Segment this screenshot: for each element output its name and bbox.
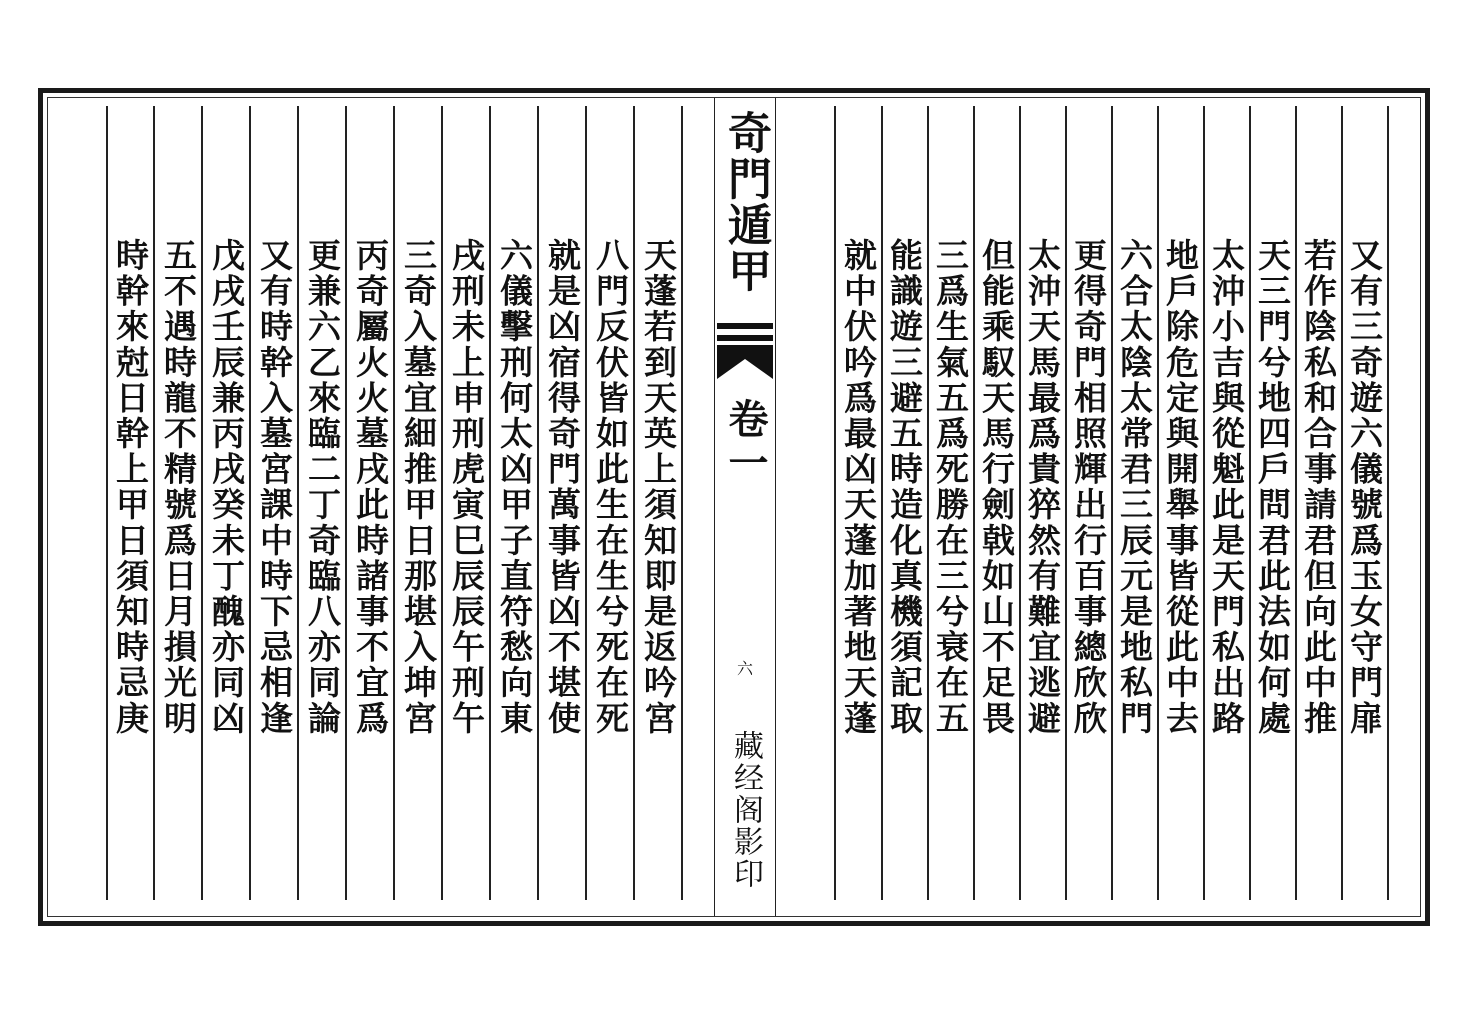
text-column	[202, 98, 250, 916]
column-text: 五不遇時龍不精號爲日月損光明	[159, 238, 198, 737]
column-text: 太沖天馬最爲貴猝然有難宜逃避	[1023, 238, 1062, 737]
text-column	[634, 98, 682, 916]
right-page	[834, 98, 1386, 916]
column-text: 就是凶宿得奇門萬事皆凶不堪使	[543, 238, 582, 737]
text-column	[1202, 98, 1250, 916]
column-text: 六儀擊刑何太凶甲子直符愁向東	[495, 238, 534, 737]
column-text: 三奇入墓宜細推甲日那堪入坤宮	[399, 238, 438, 737]
text-column	[106, 98, 154, 916]
text-column	[1294, 98, 1342, 916]
text-column	[298, 98, 346, 916]
column-text: 地戶除危定與開舉事皆從此中去	[1161, 238, 1200, 737]
text-column	[394, 98, 442, 916]
text-column	[1018, 98, 1066, 916]
column-text: 八門反伏皆如此生在生兮死在死	[591, 238, 630, 737]
text-column	[1064, 98, 1112, 916]
left-page	[106, 98, 722, 916]
column-text: 就中伏吟爲最凶天蓬加著地天蓬	[839, 238, 878, 737]
text-column	[834, 98, 882, 916]
text-column	[1340, 98, 1388, 916]
column-text: 太沖小吉與從魁此是天門私出路	[1207, 238, 1246, 737]
column-text: 戊戌壬辰兼丙戌癸未丁醜亦同凶	[207, 238, 246, 737]
page-inner-border	[47, 97, 1421, 917]
text-column	[346, 98, 394, 916]
text-column	[1110, 98, 1158, 916]
text-column	[1156, 98, 1204, 916]
publisher-mark: 藏经阁影印	[728, 730, 763, 890]
column-text: 又有時幹入墓宮課中時下忌相逢	[255, 238, 294, 737]
column-text: 更得奇門相照輝出行百事總欣欣	[1069, 238, 1108, 737]
column-text: 能識遊三避五時造化真機須記取	[885, 238, 924, 737]
column-text: 戌刑未上申刑虎寅巳辰辰午刑午	[447, 238, 486, 737]
text-column	[538, 98, 586, 916]
column-text: 若作陰私和合事請君但向此中推	[1299, 238, 1338, 737]
text-column	[1248, 98, 1296, 916]
page-frame	[38, 88, 1430, 926]
column-text: 三爲生氣五爲死勝在三兮衰在五	[931, 238, 970, 737]
text-column	[442, 98, 490, 916]
column-text: 更兼六乙來臨二丁奇臨八亦同論	[303, 238, 342, 737]
fishtail-mark-icon	[717, 323, 773, 379]
column-text: 丙奇屬火火墓戌此時諸事不宜爲	[351, 238, 390, 737]
center-gutter	[714, 98, 776, 916]
column-text: 六合太陰太常君三辰元是地私門	[1115, 238, 1154, 737]
column-text: 又有三奇遊六儀號爲玉女守門扉	[1345, 238, 1384, 737]
column-text: 時幹來尅日幹上甲日須知時忌庚	[111, 238, 150, 737]
column-text: 但能乘馭天馬行劍戟如山不足畏	[977, 238, 1016, 737]
text-column	[490, 98, 538, 916]
text-column	[154, 98, 202, 916]
column-text: 天三門兮地四戶問君此法如何處	[1253, 238, 1292, 737]
text-column	[926, 98, 974, 916]
text-column	[250, 98, 298, 916]
column-text: 天蓬若到天英上須知即是返吟宮	[639, 238, 678, 737]
text-column	[880, 98, 928, 916]
text-column	[586, 98, 634, 916]
text-column	[972, 98, 1020, 916]
volume-label: 卷一	[722, 398, 769, 486]
book-title: 奇門遁甲	[720, 110, 771, 294]
page-number: 六	[736, 659, 753, 678]
